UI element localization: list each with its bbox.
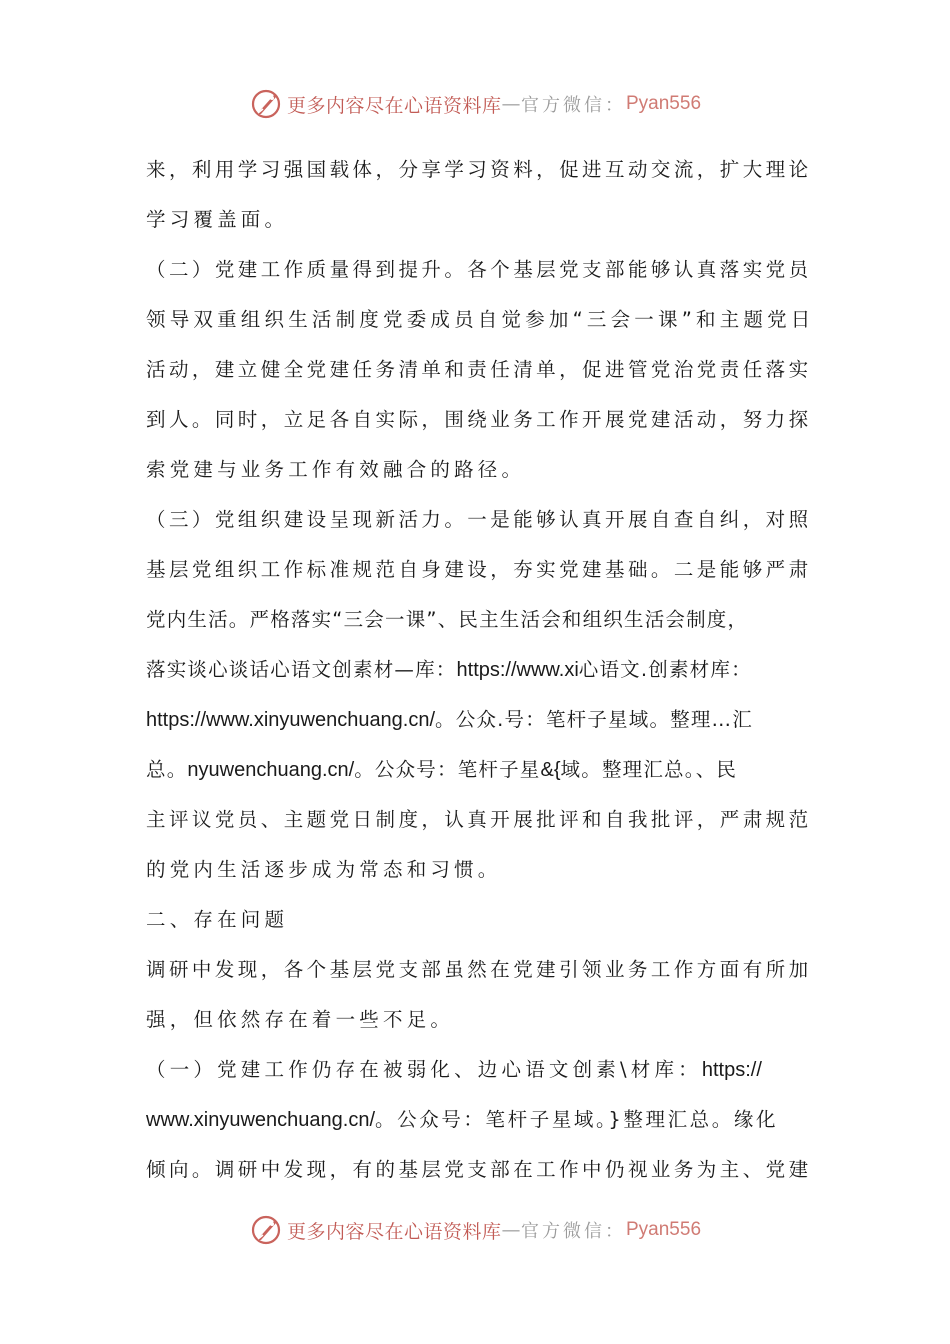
footer-banner-text: 更多内容尽在心语资料库 [286, 1220, 502, 1243]
footer-wechat-id: Pyan556 [626, 1219, 702, 1240]
text-line-10: 党内生活。严格落实“三会一课”、民主生活会和组织生活会制度， [146, 608, 749, 631]
footer-wechat-label: 官方微信： [521, 1221, 626, 1242]
text-line-9: 基层党组织工作标准规范自身建设，夯实党建基础。二是能够严肃 [146, 558, 812, 581]
text-line-15: 的党内生活逐步成为常态和习惯。 [146, 858, 502, 881]
text-line-12: https://www.xinyuwenchuang.cn/。公众.号：笔杆子星域。整理…汇 [146, 708, 753, 731]
text-line-6: 到人。同时，立足各自实际，围绕业务工作开展党建活动，努力探 [146, 408, 812, 431]
header-banner [0, 84, 950, 124]
text-line-19: （一）党建工作仍存在被弱化、边心语文创素\材库：https:// [146, 1058, 762, 1081]
quill-logo-icon [249, 87, 283, 121]
text-line-3: （二）党建工作质量得到提升。各个基层党支部能够认真落实党员 [146, 258, 812, 281]
header-wechat-label: 官方微信： [521, 95, 626, 116]
text-line-13: 总。nyuwenchuang.cn/。公众号：笔杆子星&{域。整理汇总。、民 [146, 758, 738, 781]
header-wechat-id: Pyan556 [626, 93, 702, 114]
text-line-21: 倾向。调研中发现，有的基层党支部在工作中仍视业务为主、党建 [146, 1158, 812, 1181]
text-line-11: 落实谈心谈话心语文创素材—库：https://www.xi心语文.创素材库： [146, 658, 752, 681]
text-line-20: www.xinyuwenchuang.cn/。公众号：笔杆子星域。}整理汇总。缘化 [146, 1108, 779, 1131]
text-line-4: 领导双重组织生活制度党委成员自觉参加“三会一课”和主题党日 [146, 308, 815, 331]
document-body [146, 145, 815, 1195]
text-line-14: 主评议党员、主题党日制度，认真开展批评和自我批评，严肃规范 [146, 808, 812, 831]
header-banner-dash: — [501, 93, 521, 115]
text-line-5: 活动，建立健全党建任务清单和责任清单，促进管党治党责任落实 [146, 358, 812, 381]
quill-logo-icon [249, 1213, 283, 1247]
text-line-7: 索党建与业务工作有效融合的路径。 [146, 458, 526, 481]
text-line-2: 学习覆盖面。 [146, 208, 289, 231]
footer-banner [0, 1210, 950, 1250]
header-banner-text: 更多内容尽在心语资料库 [286, 94, 502, 117]
footer-banner-dash: — [501, 1219, 521, 1241]
text-line-1: 来，利用学习强国载体，分享学习资料，促进互动交流，扩大理论 [146, 158, 812, 181]
section-heading-problems: 二、存在问题 [146, 908, 289, 931]
text-line-8: （三）党组织建设呈现新活力。一是能够认真开展自查自纠，对照 [146, 508, 812, 531]
text-line-17: 调研中发现，各个基层党支部虽然在党建引领业务工作方面有所加 [146, 958, 812, 981]
text-line-18: 强，但依然存在着一些不足。 [146, 1008, 455, 1031]
